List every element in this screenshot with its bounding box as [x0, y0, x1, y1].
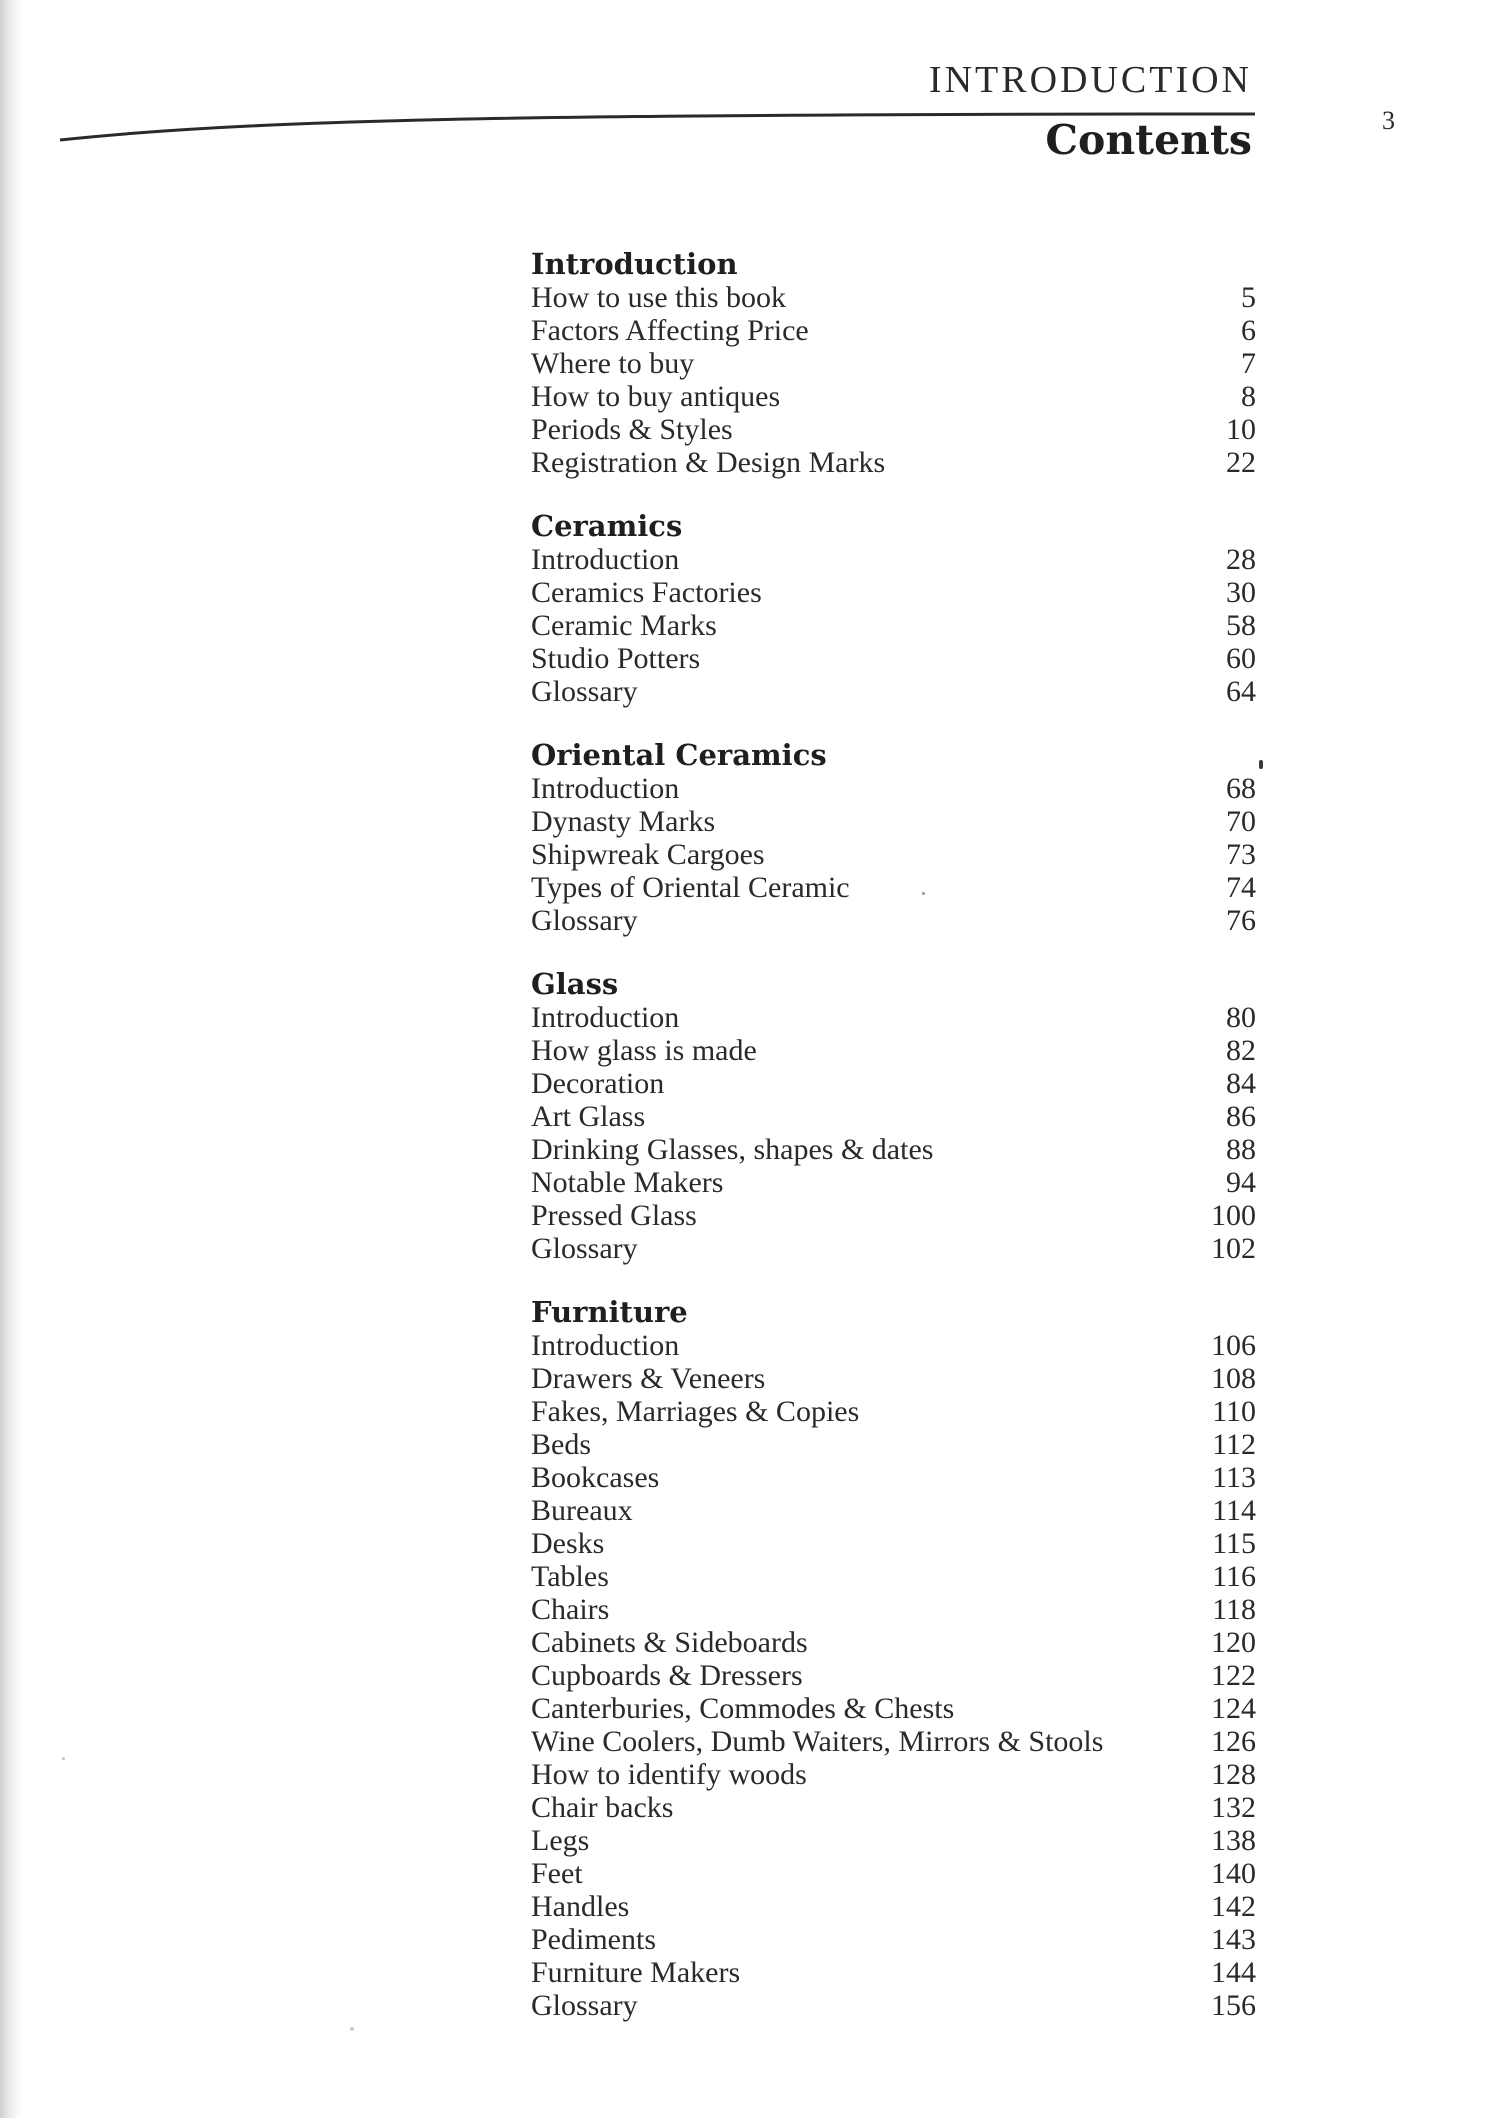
toc-entry-page-number: 113 [1212, 1461, 1256, 1494]
toc-entry [531, 1923, 1256, 1956]
toc-entry-title: Periods & Styles [531, 413, 733, 446]
toc-entry-page-number: 30 [1226, 576, 1256, 609]
toc-section-heading: Introduction [531, 247, 738, 281]
toc-entry [531, 347, 1256, 380]
toc-entry-page-number: 156 [1211, 1989, 1256, 2022]
toc-entry-list [531, 772, 1256, 937]
toc-section-heading: Glass [531, 967, 619, 1001]
toc-entry-page-number: 88 [1226, 1133, 1256, 1166]
toc-entry-title: Glossary [531, 1989, 638, 2022]
toc-entry-title: Where to buy [531, 347, 695, 380]
toc-entry-list [531, 281, 1256, 479]
toc-entry [531, 1593, 1256, 1626]
toc-entry-page-number: 120 [1211, 1626, 1256, 1659]
toc-entry-page-number: 102 [1211, 1232, 1256, 1265]
toc-entry-page-number: 76 [1226, 904, 1256, 937]
toc-entry [531, 1494, 1256, 1527]
toc-section-heading: Furniture [531, 1295, 688, 1329]
toc-entry [531, 543, 1256, 576]
toc-entry-page-number: 86 [1226, 1100, 1256, 1133]
toc-entry-title: Feet [531, 1857, 583, 1890]
toc-entry-page-number: 106 [1211, 1329, 1256, 1362]
toc-entry-title: Beds [531, 1428, 591, 1461]
toc-entry-page-number: 143 [1211, 1923, 1256, 1956]
toc-entry [531, 1001, 1256, 1034]
toc-entry-page-number: 6 [1241, 314, 1256, 347]
toc-entry [531, 1791, 1256, 1824]
toc-entry-title: Bookcases [531, 1461, 660, 1494]
toc-entry [531, 281, 1256, 314]
print-speck [62, 1757, 65, 1760]
toc-entry-title: Drinking Glasses, shapes & dates [531, 1133, 934, 1166]
toc-entry-page-number: 140 [1211, 1857, 1256, 1890]
toc-entry [531, 1133, 1256, 1166]
toc-entry-page-number: 115 [1212, 1527, 1256, 1560]
toc-entry [531, 1824, 1256, 1857]
toc-entry [531, 1362, 1256, 1395]
toc-entry-page-number: 108 [1211, 1362, 1256, 1395]
toc-entry-title: Types of Oriental Ceramic [531, 871, 850, 904]
toc-entry-page-number: 144 [1211, 1956, 1256, 1989]
toc-entry-page-number: 70 [1226, 805, 1256, 838]
print-speck [1259, 760, 1263, 769]
toc-entry-title: Glossary [531, 675, 638, 708]
toc-entry-title: Legs [531, 1824, 590, 1857]
toc-entry [531, 1890, 1256, 1923]
toc-entry-page-number: 126 [1211, 1725, 1256, 1758]
toc-entry-title: Glossary [531, 1232, 638, 1265]
toc-entry-list [531, 1001, 1256, 1265]
toc-entry-title: Cupboards & Dressers [531, 1659, 803, 1692]
toc-entry-title: Chairs [531, 1593, 610, 1626]
toc-entry-title: How to use this book [531, 281, 786, 314]
toc-entry-title: Art Glass [531, 1100, 646, 1133]
toc-entry [531, 1067, 1256, 1100]
page-title: Contents [1045, 116, 1252, 164]
toc-entry-title: Glossary [531, 904, 638, 937]
toc-entry-title: Bureaux [531, 1494, 633, 1527]
toc-section [531, 248, 1256, 479]
toc-entry-page-number: 22 [1226, 446, 1256, 479]
toc-section-heading: Ceramics [531, 509, 683, 543]
toc-entry-title: Introduction [531, 1329, 680, 1362]
toc-entry [531, 675, 1256, 708]
toc-entry [531, 314, 1256, 347]
toc-section [531, 510, 1256, 708]
toc-entry-page-number: 68 [1226, 772, 1256, 805]
toc-entry-title: Introduction [531, 543, 680, 576]
toc-entry-page-number: 118 [1212, 1593, 1256, 1626]
toc-section [531, 1296, 1256, 2022]
toc-entry-title: Introduction [531, 1001, 680, 1034]
toc-entry [531, 1989, 1256, 2022]
toc-entry-list [531, 543, 1256, 708]
toc-entry-page-number: 7 [1241, 347, 1256, 380]
toc-entry-title: Desks [531, 1527, 605, 1560]
toc-entry [531, 772, 1256, 805]
toc-entry-page-number: 28 [1226, 543, 1256, 576]
toc-entry [531, 609, 1256, 642]
toc-entry-page-number: 142 [1211, 1890, 1256, 1923]
toc-entry [531, 904, 1256, 937]
toc-section [531, 968, 1256, 1265]
toc-entry-title: Notable Makers [531, 1166, 724, 1199]
toc-entry-title: Ceramic Marks [531, 609, 717, 642]
toc-entry-page-number: 74 [1226, 871, 1256, 904]
toc-entry [531, 1725, 1256, 1758]
toc-entry-title: How to identify woods [531, 1758, 807, 1791]
toc-entry [531, 1560, 1256, 1593]
toc-entry [531, 1758, 1256, 1791]
toc-entry-page-number: 60 [1226, 642, 1256, 675]
toc-entry-title: Introduction [531, 772, 680, 805]
toc-entry-title: Canterburies, Commodes & Chests [531, 1692, 955, 1725]
toc-entry [531, 642, 1256, 675]
toc-entry-title: How glass is made [531, 1034, 757, 1067]
toc-entry-page-number: 124 [1211, 1692, 1256, 1725]
book-spine-shadow [0, 0, 22, 2118]
toc-entry-title: Shipwreak Cargoes [531, 838, 765, 871]
toc-entry [531, 1100, 1256, 1133]
toc-entry [531, 413, 1256, 446]
toc-entry [531, 1034, 1256, 1067]
toc-entry [531, 1692, 1256, 1725]
toc-entry-title: Dynasty Marks [531, 805, 716, 838]
toc-entry-page-number: 8 [1241, 380, 1256, 413]
toc-entry [531, 1199, 1256, 1232]
toc-entry-title: Factors Affecting Price [531, 314, 809, 347]
toc-entry-title: Registration & Design Marks [531, 446, 886, 479]
toc-entry-page-number: 128 [1211, 1758, 1256, 1791]
toc-entry [531, 1527, 1256, 1560]
toc-entry-title: Drawers & Veneers [531, 1362, 766, 1395]
toc-entry [531, 1461, 1256, 1494]
toc-entry-title: Decoration [531, 1067, 665, 1100]
toc-entry-list [531, 1329, 1256, 2022]
toc-entry-title: Wine Coolers, Dumb Waiters, Mirrors & Stools [531, 1725, 1104, 1758]
toc-entry-page-number: 10 [1226, 413, 1256, 446]
toc-entry-page-number: 116 [1212, 1560, 1256, 1593]
toc-entry-title: Cabinets & Sideboards [531, 1626, 808, 1659]
toc-entry-title: How to buy antiques [531, 380, 781, 413]
toc-entry [531, 380, 1256, 413]
toc-section-heading: Oriental Ceramics [531, 738, 827, 772]
toc-entry [531, 446, 1256, 479]
toc-entry-page-number: 112 [1212, 1428, 1256, 1461]
toc-entry-page-number: 100 [1211, 1199, 1256, 1232]
toc-entry [531, 1329, 1256, 1362]
toc-entry-page-number: 114 [1212, 1494, 1256, 1527]
toc-entry [531, 871, 1256, 904]
toc-entry-page-number: 122 [1211, 1659, 1256, 1692]
toc-entry-page-number: 110 [1212, 1395, 1256, 1428]
toc-entry [531, 576, 1256, 609]
toc-entry-page-number: 80 [1226, 1001, 1256, 1034]
toc-entry [531, 1232, 1256, 1265]
toc-entry-page-number: 58 [1226, 609, 1256, 642]
toc-entry-title: Pressed Glass [531, 1199, 697, 1232]
toc-entry [531, 1857, 1256, 1890]
toc-entry [531, 1626, 1256, 1659]
toc-entry-title: Ceramics Factories [531, 576, 762, 609]
toc-entry [531, 1956, 1256, 1989]
toc-entry-title: Handles [531, 1890, 630, 1923]
toc-entry [531, 1395, 1256, 1428]
print-speck [922, 892, 925, 895]
toc-entry [531, 1659, 1256, 1692]
toc-entry-page-number: 82 [1226, 1034, 1256, 1067]
toc-entry-page-number: 94 [1226, 1166, 1256, 1199]
toc-section [531, 739, 1256, 937]
toc-entry-title: Furniture Makers [531, 1956, 741, 1989]
toc-entry-title: Studio Potters [531, 642, 701, 675]
print-speck [350, 2027, 354, 2031]
toc-entry-title: Chair backs [531, 1791, 674, 1824]
toc-entry-page-number: 132 [1211, 1791, 1256, 1824]
toc-entry-title: Pediments [531, 1923, 656, 1956]
toc-entry-page-number: 84 [1226, 1067, 1256, 1100]
toc-entry-page-number: 138 [1211, 1824, 1256, 1857]
toc-entry-title: Fakes, Marriages & Copies [531, 1395, 860, 1428]
toc-entry [531, 1166, 1256, 1199]
toc-entry [531, 1428, 1256, 1461]
running-head: INTRODUCTION [928, 59, 1252, 101]
toc-entry-page-number: 64 [1226, 675, 1256, 708]
toc-entry [531, 838, 1256, 871]
toc-entry-title: Tables [531, 1560, 609, 1593]
page-number: 3 [1382, 106, 1395, 135]
table-of-contents [531, 248, 1256, 2053]
toc-entry [531, 805, 1256, 838]
toc-entry-page-number: 5 [1241, 281, 1256, 314]
toc-entry-page-number: 73 [1226, 838, 1256, 871]
